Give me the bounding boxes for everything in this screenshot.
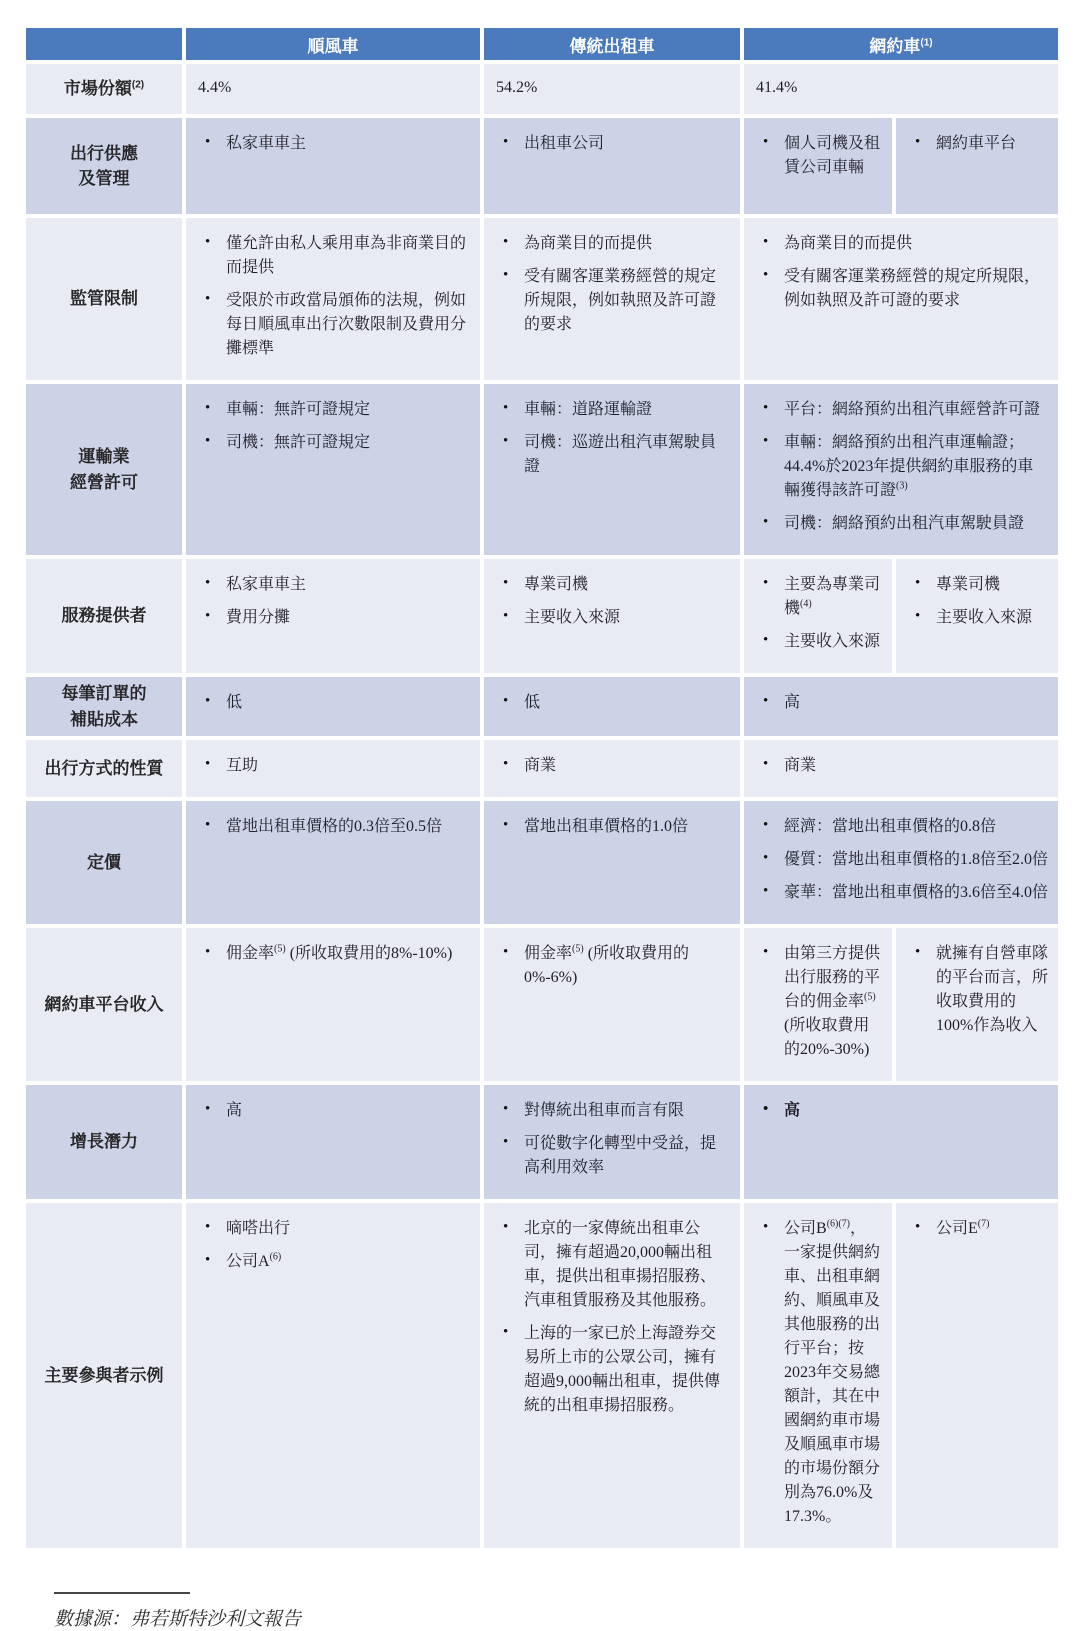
- bullet-item: • 互助: [196, 754, 470, 778]
- row-supply-management: [26, 118, 1058, 214]
- bullet-item: • 個人司機及租賃公司車輛: [754, 132, 882, 180]
- pricing-taxi-cell: [484, 801, 740, 924]
- row-label-market-share: 市場份額$^{(2)}$: [26, 64, 182, 114]
- bullet-item: • 當地出租車價格的1.0倍: [494, 815, 730, 839]
- bullet-item: • 佣金率$^{(5)}$ (所收取費用的8%-10%): [196, 942, 470, 966]
- row-trip-nature: [26, 740, 1058, 797]
- market-share-ride-hailing-cell: 41.4%: [744, 64, 1058, 114]
- bullet-item: • 主要為專業司機$^{(4)}$: [754, 573, 882, 621]
- bullet-item: • 主要收入來源: [494, 606, 730, 630]
- bullet-item: • 主要收入來源: [754, 630, 882, 654]
- column-header-ride-hailing: 網約車$^{(1)}$: [744, 28, 1058, 60]
- bullet-item: • 為商業目的而提供: [754, 232, 1048, 256]
- row-label-growth-potential: 增長潛力: [26, 1085, 182, 1199]
- players-carpooling-cell: [186, 1203, 480, 1548]
- row-label-transport-license: 運輸業 經營許可: [26, 384, 182, 555]
- providers-ride-hailing-cell-a: [744, 559, 892, 673]
- bullet-item: • 公司$B^{(6)(7)}$，一家提供網約車、出租車網約、順風車及其他服務的出行平台；按2023年交易總額計，其在中國網約車市場及順風車市場的市場份額分別為76.0%及17.3%。: [754, 1217, 882, 1529]
- bullet-item: • 私家車車主: [196, 132, 470, 156]
- row-key-players: [26, 1203, 1058, 1548]
- bullet-item: • 私家車車主: [196, 573, 470, 597]
- bullet-item: • 為商業目的而提供: [494, 232, 730, 256]
- bullet-item: • 經濟：當地出租車價格的0.8倍: [754, 815, 1048, 839]
- comparison-table: [22, 24, 1062, 1552]
- market-share-carpooling-cell: 4.4%: [186, 64, 480, 114]
- bullet-item: • 車輛：道路運輸證: [494, 398, 730, 422]
- column-header-carpooling: 順風車: [186, 28, 480, 60]
- bullet-item: • 豪華：當地出租車價格的3.6倍至4.0倍: [754, 881, 1048, 905]
- subsidy-taxi-cell: [484, 677, 740, 736]
- bullet-item: • 高: [754, 691, 1048, 715]
- regulation-carpooling-cell: [186, 218, 480, 380]
- supply-taxi-cell: [484, 118, 740, 214]
- supply-carpooling-cell: [186, 118, 480, 214]
- bullet-item: • 對傳統出租車而言有限: [494, 1099, 730, 1123]
- bullet-item: • 司機：無許可證規定: [196, 431, 470, 455]
- row-platform-revenue: [26, 928, 1058, 1081]
- bullet-item: • 公司$A^{(6)}$: [196, 1250, 470, 1274]
- growth-carpooling-cell: [186, 1085, 480, 1199]
- row-label-platform-revenue: 網約車平台收入: [26, 928, 182, 1081]
- pricing-carpooling-cell: [186, 801, 480, 924]
- regulation-ride-hailing-cell: [744, 218, 1058, 380]
- bullet-item: • 公司$E^{(7)}$: [906, 1217, 1048, 1241]
- bullet-item: • 低: [494, 691, 730, 715]
- license-carpooling-cell: [186, 384, 480, 555]
- bullet-item: • 主要收入來源: [906, 606, 1048, 630]
- market-share-taxi-cell: 54.2%: [484, 64, 740, 114]
- corner-header-cell: [26, 28, 182, 60]
- row-label-regulatory-restrictions: 監管限制: [26, 218, 182, 380]
- bullet-item: • 專業司機: [906, 573, 1048, 597]
- footnote-divider: [54, 1592, 190, 1594]
- bullet-item: • 受限於市政當局頒佈的法規，例如每日順風車出行次數限制及費用分攤標準: [196, 289, 470, 361]
- bullet-item: • 費用分攤: [196, 606, 470, 630]
- players-ride-hailing-cell-b: [896, 1203, 1058, 1548]
- bullet-item: • 車輛：網絡預約出租汽車運輸證；44.4%於2023年提供網約車服務的車輛獲得該許可證$^{(3)}$: [754, 431, 1048, 503]
- row-label-subsidy-cost: 每筆訂單的 補貼成本: [26, 677, 182, 736]
- bullet-item: • 僅允許由私人乘用車為非商業目的而提供: [196, 232, 470, 280]
- row-transport-license: [26, 384, 1058, 555]
- bullet-item: • 優質：當地出租車價格的1.8倍至2.0倍: [754, 848, 1048, 872]
- bullet-item: • 網約車平台: [906, 132, 1048, 156]
- bullet-item: • 商業: [494, 754, 730, 778]
- bullet-item: • 受有關客運業務經營的規定所規限，例如執照及許可證的要求: [494, 265, 730, 337]
- nature-taxi-cell: [484, 740, 740, 797]
- revenue-carpooling-cell: [186, 928, 480, 1081]
- bullet-item: • 商業: [754, 754, 1048, 778]
- bullet-item: • 出租車公司: [494, 132, 730, 156]
- bullet-item: • 就擁有自營車隊的平台而言，所收取費用的100%作為收入: [906, 942, 1048, 1038]
- bullet-item: • 嘀嗒出行: [196, 1217, 470, 1241]
- row-label-trip-nature: 出行方式的性質: [26, 740, 182, 797]
- license-taxi-cell: [484, 384, 740, 555]
- row-label-supply-management: 出行供應 及管理: [26, 118, 182, 214]
- bullet-item: • 車輛：無許可證規定: [196, 398, 470, 422]
- growth-taxi-cell: [484, 1085, 740, 1199]
- bullet-item: • 由第三方提供出行服務的平台的佣金率$^{(5)}$(所收取費用的20%-30%): [754, 942, 882, 1062]
- row-service-providers: [26, 559, 1058, 673]
- revenue-ride-hailing-cell-a: [744, 928, 892, 1081]
- row-pricing: [26, 801, 1058, 924]
- growth-ride-hailing-cell: [744, 1085, 1058, 1199]
- row-label-service-providers: 服務提供者: [26, 559, 182, 673]
- bullet-item: • 司機：網絡預約出租汽車駕駛員證: [754, 512, 1048, 536]
- players-taxi-cell: [484, 1203, 740, 1548]
- bullet-item: • 北京的一家傳統出租車公司，擁有超過20,000輛出租車，提供出租車揚招服務、汽車租賃服務及其他服務。: [494, 1217, 730, 1313]
- regulation-taxi-cell: [484, 218, 740, 380]
- nature-ride-hailing-cell: [744, 740, 1058, 797]
- row-subsidy-cost: [26, 677, 1058, 736]
- bullet-item: • 受有關客運業務經營的規定所規限，例如執照及許可證的要求: [754, 265, 1048, 313]
- row-growth-potential: [26, 1085, 1058, 1199]
- row-market-share: [26, 64, 1058, 114]
- providers-taxi-cell: [484, 559, 740, 673]
- revenue-ride-hailing-cell-b: [896, 928, 1058, 1081]
- bullet-item: • 司機：巡遊出租汽車駕駛員證: [494, 431, 730, 479]
- revenue-taxi-cell: [484, 928, 740, 1081]
- bullet-item: • 高: [754, 1099, 1048, 1123]
- bullet-item: • 專業司機: [494, 573, 730, 597]
- bullet-item: • 上海的一家已於上海證券交易所上市的公眾公司，擁有超過9,000輛出租車，提供傳統的出租車揚招服務。: [494, 1322, 730, 1418]
- bullet-item: • 可從數字化轉型中受益，提高利用效率: [494, 1132, 730, 1180]
- players-ride-hailing-cell-a: [744, 1203, 892, 1548]
- supply-ride-hailing-cell-b: [896, 118, 1058, 214]
- nature-carpooling-cell: [186, 740, 480, 797]
- bullet-item: • 低: [196, 691, 470, 715]
- providers-ride-hailing-cell-b: [896, 559, 1058, 673]
- bullet-item: • 佣金率$^{(5)}$ (所收取費用的0%-6%): [494, 942, 730, 990]
- bullet-item: • 平台：網絡預約出租汽車經營許可證: [754, 398, 1048, 422]
- pricing-ride-hailing-cell: [744, 801, 1058, 924]
- bullet-item: • 當地出租車價格的0.3倍至0.5倍: [196, 815, 470, 839]
- providers-carpooling-cell: [186, 559, 480, 673]
- row-regulatory-restrictions: [26, 218, 1058, 380]
- subsidy-ride-hailing-cell: [744, 677, 1058, 736]
- license-ride-hailing-cell: [744, 384, 1058, 555]
- column-header-traditional-taxi: 傳統出租車: [484, 28, 740, 60]
- row-label-key-players: 主要參與者示例: [26, 1203, 182, 1548]
- row-label-pricing: 定價: [26, 801, 182, 924]
- supply-ride-hailing-cell-a: [744, 118, 892, 214]
- header-row: [26, 28, 1058, 60]
- subsidy-carpooling-cell: [186, 677, 480, 736]
- data-source-note: 數據源：弗若斯特沙利文報告: [54, 1609, 302, 1630]
- bullet-item: • 高: [196, 1099, 470, 1123]
